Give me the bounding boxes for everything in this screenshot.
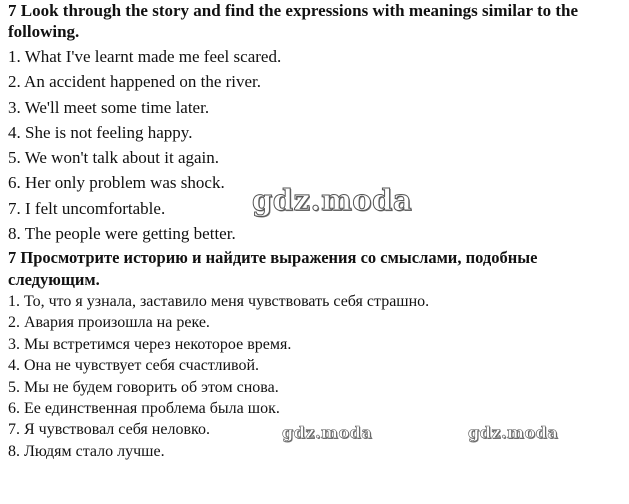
list-item: 3. Мы встретимся через некоторое время. <box>8 335 292 353</box>
watermark: gdz.moda <box>252 183 413 217</box>
list-item: 4. Она не чувствует себя счастливой. <box>8 357 260 375</box>
list-item: 2. Авария произошла на реке. <box>8 314 210 332</box>
watermark: gdz.moda <box>468 423 559 442</box>
list-item: 8. Людям стало лучше. <box>8 442 165 460</box>
exercise-heading-russian: 7 Просмотрите историю и найдите выражения со смыслами, подобные следующим. <box>8 248 538 289</box>
list-item: 4. She is not feeling happy. <box>8 122 193 142</box>
list-item: 3. We'll meet some time later. <box>8 97 210 117</box>
list-item: 1. What I've learnt made me feel scared. <box>8 47 282 66</box>
list-item: 6. Ее единственная проблема была шок. <box>8 400 280 418</box>
watermark: gdz.moda <box>282 423 373 442</box>
exercise-heading-english: 7 Look through the story and find the expressions with meanings similar to the following. <box>8 1 579 41</box>
list-item: 7. I felt uncomfortable. <box>8 198 166 218</box>
list-item: 5. Мы не будем говорить об этом снова. <box>8 378 279 396</box>
list-item: 7. Я чувствовал себя неловко. <box>8 421 210 439</box>
list-item: 2. An accident happened on the river. <box>8 72 262 92</box>
list-item: 5. We won't talk about it again. <box>8 148 220 168</box>
list-item: 6. Her only problem was shock. <box>8 173 225 193</box>
list-item: 1. То, что я узнала, заставило меня чувствовать себя страшно. <box>8 293 430 310</box>
list-item: 8. The people were getting better. <box>8 224 236 244</box>
